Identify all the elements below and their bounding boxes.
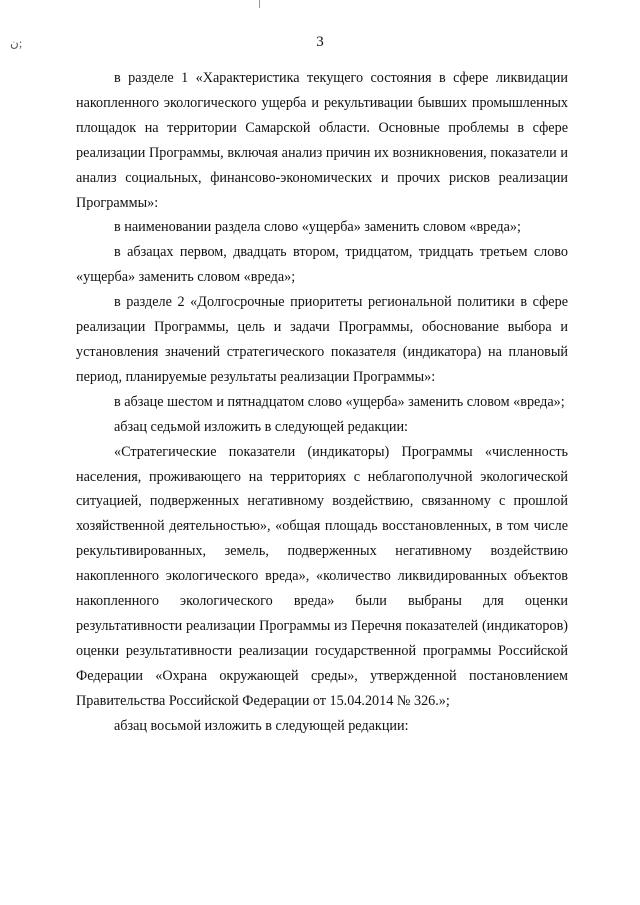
paragraph-abzac-7-intro: абзац седьмой изложить в следующей редакции: (114, 418, 409, 435)
document-body (76, 66, 568, 738)
scan-mark (259, 0, 260, 8)
paragraph-abzac-6-15-change: в абзаце шестом и пятнадцатом слово «ущерба» заменить словом «вреда»; (114, 393, 565, 410)
paragraph-section-title-change: в наименовании раздела слово «ущерба» заменить словом «вреда»; (114, 219, 521, 236)
paragraph-strategic-indicators: «Стратегические показатели (индикаторы) Программы «численность населения, проживающего на территориях с неблагополучной экологической ситуацией, подверженных негативному воздействию, связанному с прошлой хозяйственной деятельностью», «общая площадь восстановленных, в том числе рекультивированных, земель, подверженных негативному воздействию накопленного экологического вреда», «количество ликвидированных объектов накопленного экологического вреда» были выбраны для оценки результативности реализации Программы из Перечня показателей (индикаторов) оценки результативности реализации государственной программы Российской Федерации «Охрана окружающей среды», утвержденной постановлением Правительства Российской Федерации от 15.04.2014 № 326.»; (76, 443, 568, 709)
page-number: 3 (316, 34, 324, 50)
margin-scan-mark: ن; (10, 36, 23, 50)
paragraph-abzacy-change: в абзацах первом, двадцать втором, тридцатом, тридцать третьем слово «ущерба» заменить словом «вреда»; (76, 244, 568, 286)
paragraph-abzac-8-intro: абзац восьмой изложить в следующей редакции: (114, 717, 409, 734)
paragraph-section-2: в разделе 2 «Долгосрочные приоритеты региональной политики в сфере реализации Программы, цель и задачи Программы, обоснование выбора и установления значений стратегического показателя (индикатора) на плановый период, планируемые результаты реализации Программы»: (76, 294, 568, 385)
paragraph-section-1: в разделе 1 «Характеристика текущего состояния в сфере ликвидации накопленного экологического ущерба и рекультивации бывших промышленных площадок на территории Самарской области. Основные проблемы в сфере реализации Программы, включая анализ причин их возникновения, показатели и анализ социальных, финансово-экономических и прочих рисков реализации Программы»: (76, 70, 568, 211)
